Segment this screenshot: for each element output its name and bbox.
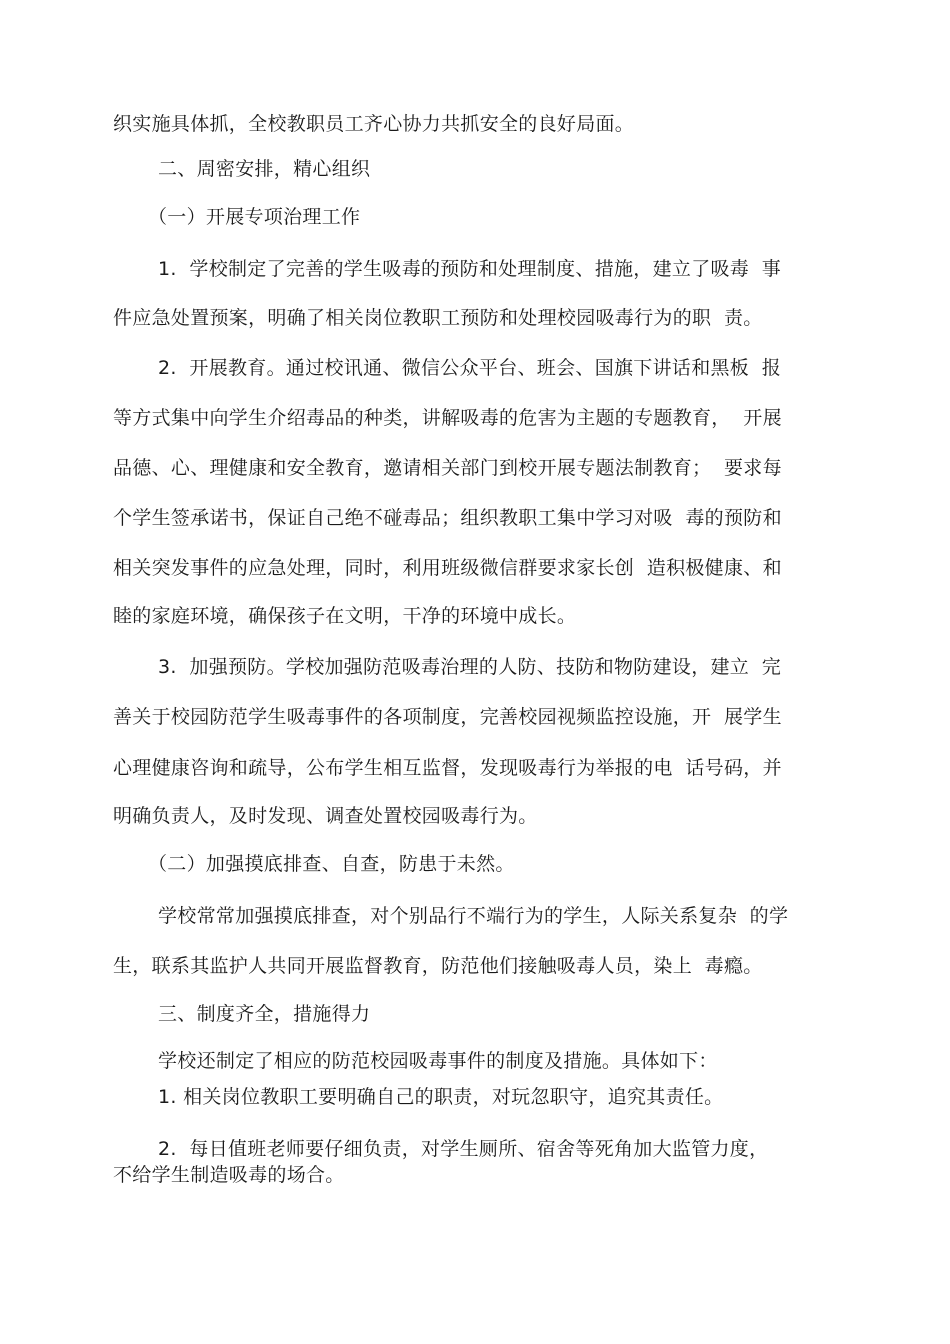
paragraph-line: 织实施具体抓，全校教职员工齐心协力共抓安全的良好局面。 xyxy=(113,113,635,135)
paragraph-line: 不给学生制造吸毒的场合。 xyxy=(113,1164,345,1186)
paragraph-line: 心理健康咨询和疏导，公布学生相互监督，发现吸毒行为举报的电 话号码，并 xyxy=(113,757,782,779)
paragraph-line: 品德、心、理健康和安全教育，邀请相关部门到校开展专题法制教育； 要求每 xyxy=(113,457,782,479)
section-heading: 二、周密安排，精心组织 xyxy=(158,158,371,180)
paragraph-line: 件应急处置预案，明确了相关岗位教职工预防和处理校园吸毒行为的职 责。 xyxy=(113,307,763,329)
paragraph-line: 2. 开展教育。通过校讯通、微信公众平台、班会、国旗下讲话和黑板 报 xyxy=(158,357,782,379)
paragraph-line: 学校常常加强摸底排查，对个别品行不端行为的学生，人际关系复杂 的学 xyxy=(158,905,789,927)
list-item: 1. 相关岗位教职工要明确自己的职责，对玩忽职守，追究其责任。 xyxy=(158,1086,724,1108)
paragraph-line: 生，联系其监护人共同开展监督教育，防范他们接触吸毒人员，染上 毒瘾。 xyxy=(113,955,763,977)
paragraph-line: 学校还制定了相应的防范校园吸毒事件的制度及措施。具体如下： xyxy=(158,1050,718,1072)
paragraph-line: 睦的家庭环境，确保孩子在文明，干净的环境中成长。 xyxy=(113,605,577,627)
paragraph-line: 相关突发事件的应急处理，同时，利用班级微信群要求家长创 造积极健康、和 xyxy=(113,557,782,579)
paragraph-line: 善关于校园防范学生吸毒事件的各项制度，完善校园视频监控设施，开 展学生 xyxy=(113,706,782,728)
subsection-heading: （一）开展专项治理工作 xyxy=(148,206,361,228)
paragraph-line: 明确负责人，及时发现、调查处置校园吸毒行为。 xyxy=(113,805,538,827)
subsection-heading: （二）加强摸底排查、自查，防患于未然。 xyxy=(148,853,515,875)
paragraph-line: 3. 加强预防。学校加强防范吸毒治理的人防、技防和物防建设，建立 完 xyxy=(158,656,782,678)
list-item: 2. 每日值班老师要仔细负责，对学生厕所、宿舍等死角加大监管力度， xyxy=(158,1138,769,1160)
paragraph-line: 等方式集中向学生介绍毒品的种类，讲解吸毒的危害为主题的专题教育， 开展 xyxy=(113,407,782,429)
paragraph-line: 个学生签承诺书，保证自己绝不碰毒品；组织教职工集中学习对吸 毒的预防和 xyxy=(113,507,782,529)
paragraph-line: 1. 学校制定了完善的学生吸毒的预防和处理制度、措施，建立了吸毒 事 xyxy=(158,258,782,280)
section-heading: 三、制度齐全，措施得力 xyxy=(158,1003,371,1025)
